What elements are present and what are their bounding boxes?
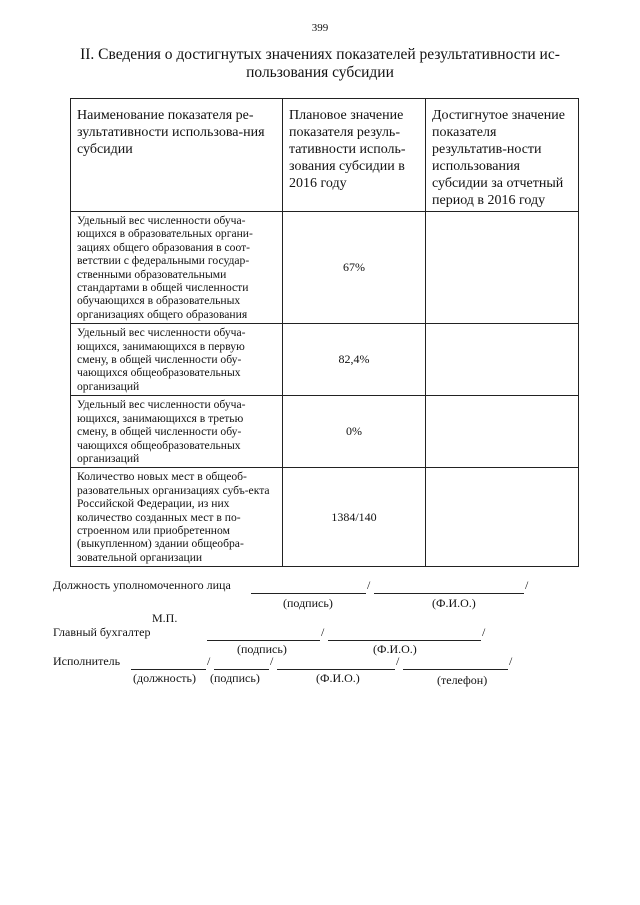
official-name-line[interactable]	[374, 593, 524, 594]
planned-value: 1384/140	[283, 468, 426, 567]
header-planned-value: Плановое значение показателя резуль-тативности исполь-зования субсидии в 2016 году	[283, 99, 426, 212]
indicator-name: Удельный вес численности обуча-ющихся, занимающихся в третью смену, в общей численности обу-чающихся общеобразовательных организаций	[71, 396, 283, 468]
achieved-value	[426, 396, 579, 468]
slash: /	[207, 654, 211, 668]
fio-caption: (Ф.И.О.)	[432, 596, 476, 610]
official-label: Должность уполномоченного лица	[53, 578, 231, 592]
executor-name-line[interactable]	[277, 669, 395, 670]
header-achieved-value: Достигнутое значение показателя результатив-ности использования субсидии за отчетный период в 2016 году	[426, 99, 579, 212]
podpis-caption: (подпись)	[283, 596, 333, 610]
telefon-caption: (телефон)	[437, 673, 488, 687]
accountant-name-line[interactable]	[328, 640, 481, 641]
podpis-caption: (подпись)	[210, 671, 260, 685]
stamp-place: М.П.	[152, 611, 178, 625]
table-row	[71, 468, 579, 567]
executor-label: Исполнитель	[53, 654, 121, 668]
planned-value: 82,4%	[283, 324, 426, 396]
slash: /	[270, 654, 274, 668]
indicator-name: Количество новых мест в общеоб-разовательных организациях субъ-екта Российской Федерации, из них количество созданных мест в по-строенном или приобретенном (выкупленном) здании общеобра-зовательной организации	[71, 468, 283, 567]
table-row	[71, 396, 579, 468]
fio-caption: (Ф.И.О.)	[373, 642, 417, 656]
header-indicator-name: Наименование показателя ре-зультативности использова-ния субсидии	[71, 99, 283, 212]
section-title	[80, 46, 560, 82]
table-header-row	[71, 99, 579, 212]
title-line-2: пользования субсидии	[246, 64, 394, 81]
slash: /	[321, 625, 325, 639]
slash: /	[509, 654, 513, 668]
slash: /	[396, 654, 400, 668]
accountant-signature-line[interactable]	[207, 640, 320, 641]
achieved-value	[426, 212, 579, 324]
official-signature-line[interactable]	[251, 593, 366, 594]
indicator-name: Удельный вес численности обуча-ющихся, занимающихся в первую смену, в общей численности обу-чающихся общеобразовательных организаций	[71, 324, 283, 396]
accountant-label: Главный бухгалтер	[53, 625, 151, 639]
executor-phone-line[interactable]	[403, 669, 508, 670]
indicator-name: Удельный вес численности обуча-ющихся в образовательных органи-зациях общего образования в соот-ветствии с федеральными государ-ственными образовательными стандартами в общей численности обучающихся в образовательных организациях общего образования	[71, 212, 283, 324]
title-line-1: II. Сведения о достигнутых значениях показателей результативности ис-	[80, 46, 560, 63]
achieved-value	[426, 324, 579, 396]
fio-caption: (Ф.И.О.)	[316, 671, 360, 685]
slash: /	[482, 625, 486, 639]
executor-signature-line[interactable]	[214, 669, 269, 670]
page-number: 399	[311, 22, 329, 34]
planned-value: 0%	[283, 396, 426, 468]
slash: /	[367, 578, 371, 592]
slash: /	[525, 578, 529, 592]
table-row	[71, 324, 579, 396]
dolzhnost-caption: (должность)	[133, 671, 196, 685]
executor-position-line[interactable]	[131, 669, 206, 670]
table-row	[71, 212, 579, 324]
achieved-value	[426, 468, 579, 567]
indicators-table	[70, 98, 579, 567]
planned-value: 67%	[283, 212, 426, 324]
podpis-caption: (подпись)	[237, 642, 287, 656]
